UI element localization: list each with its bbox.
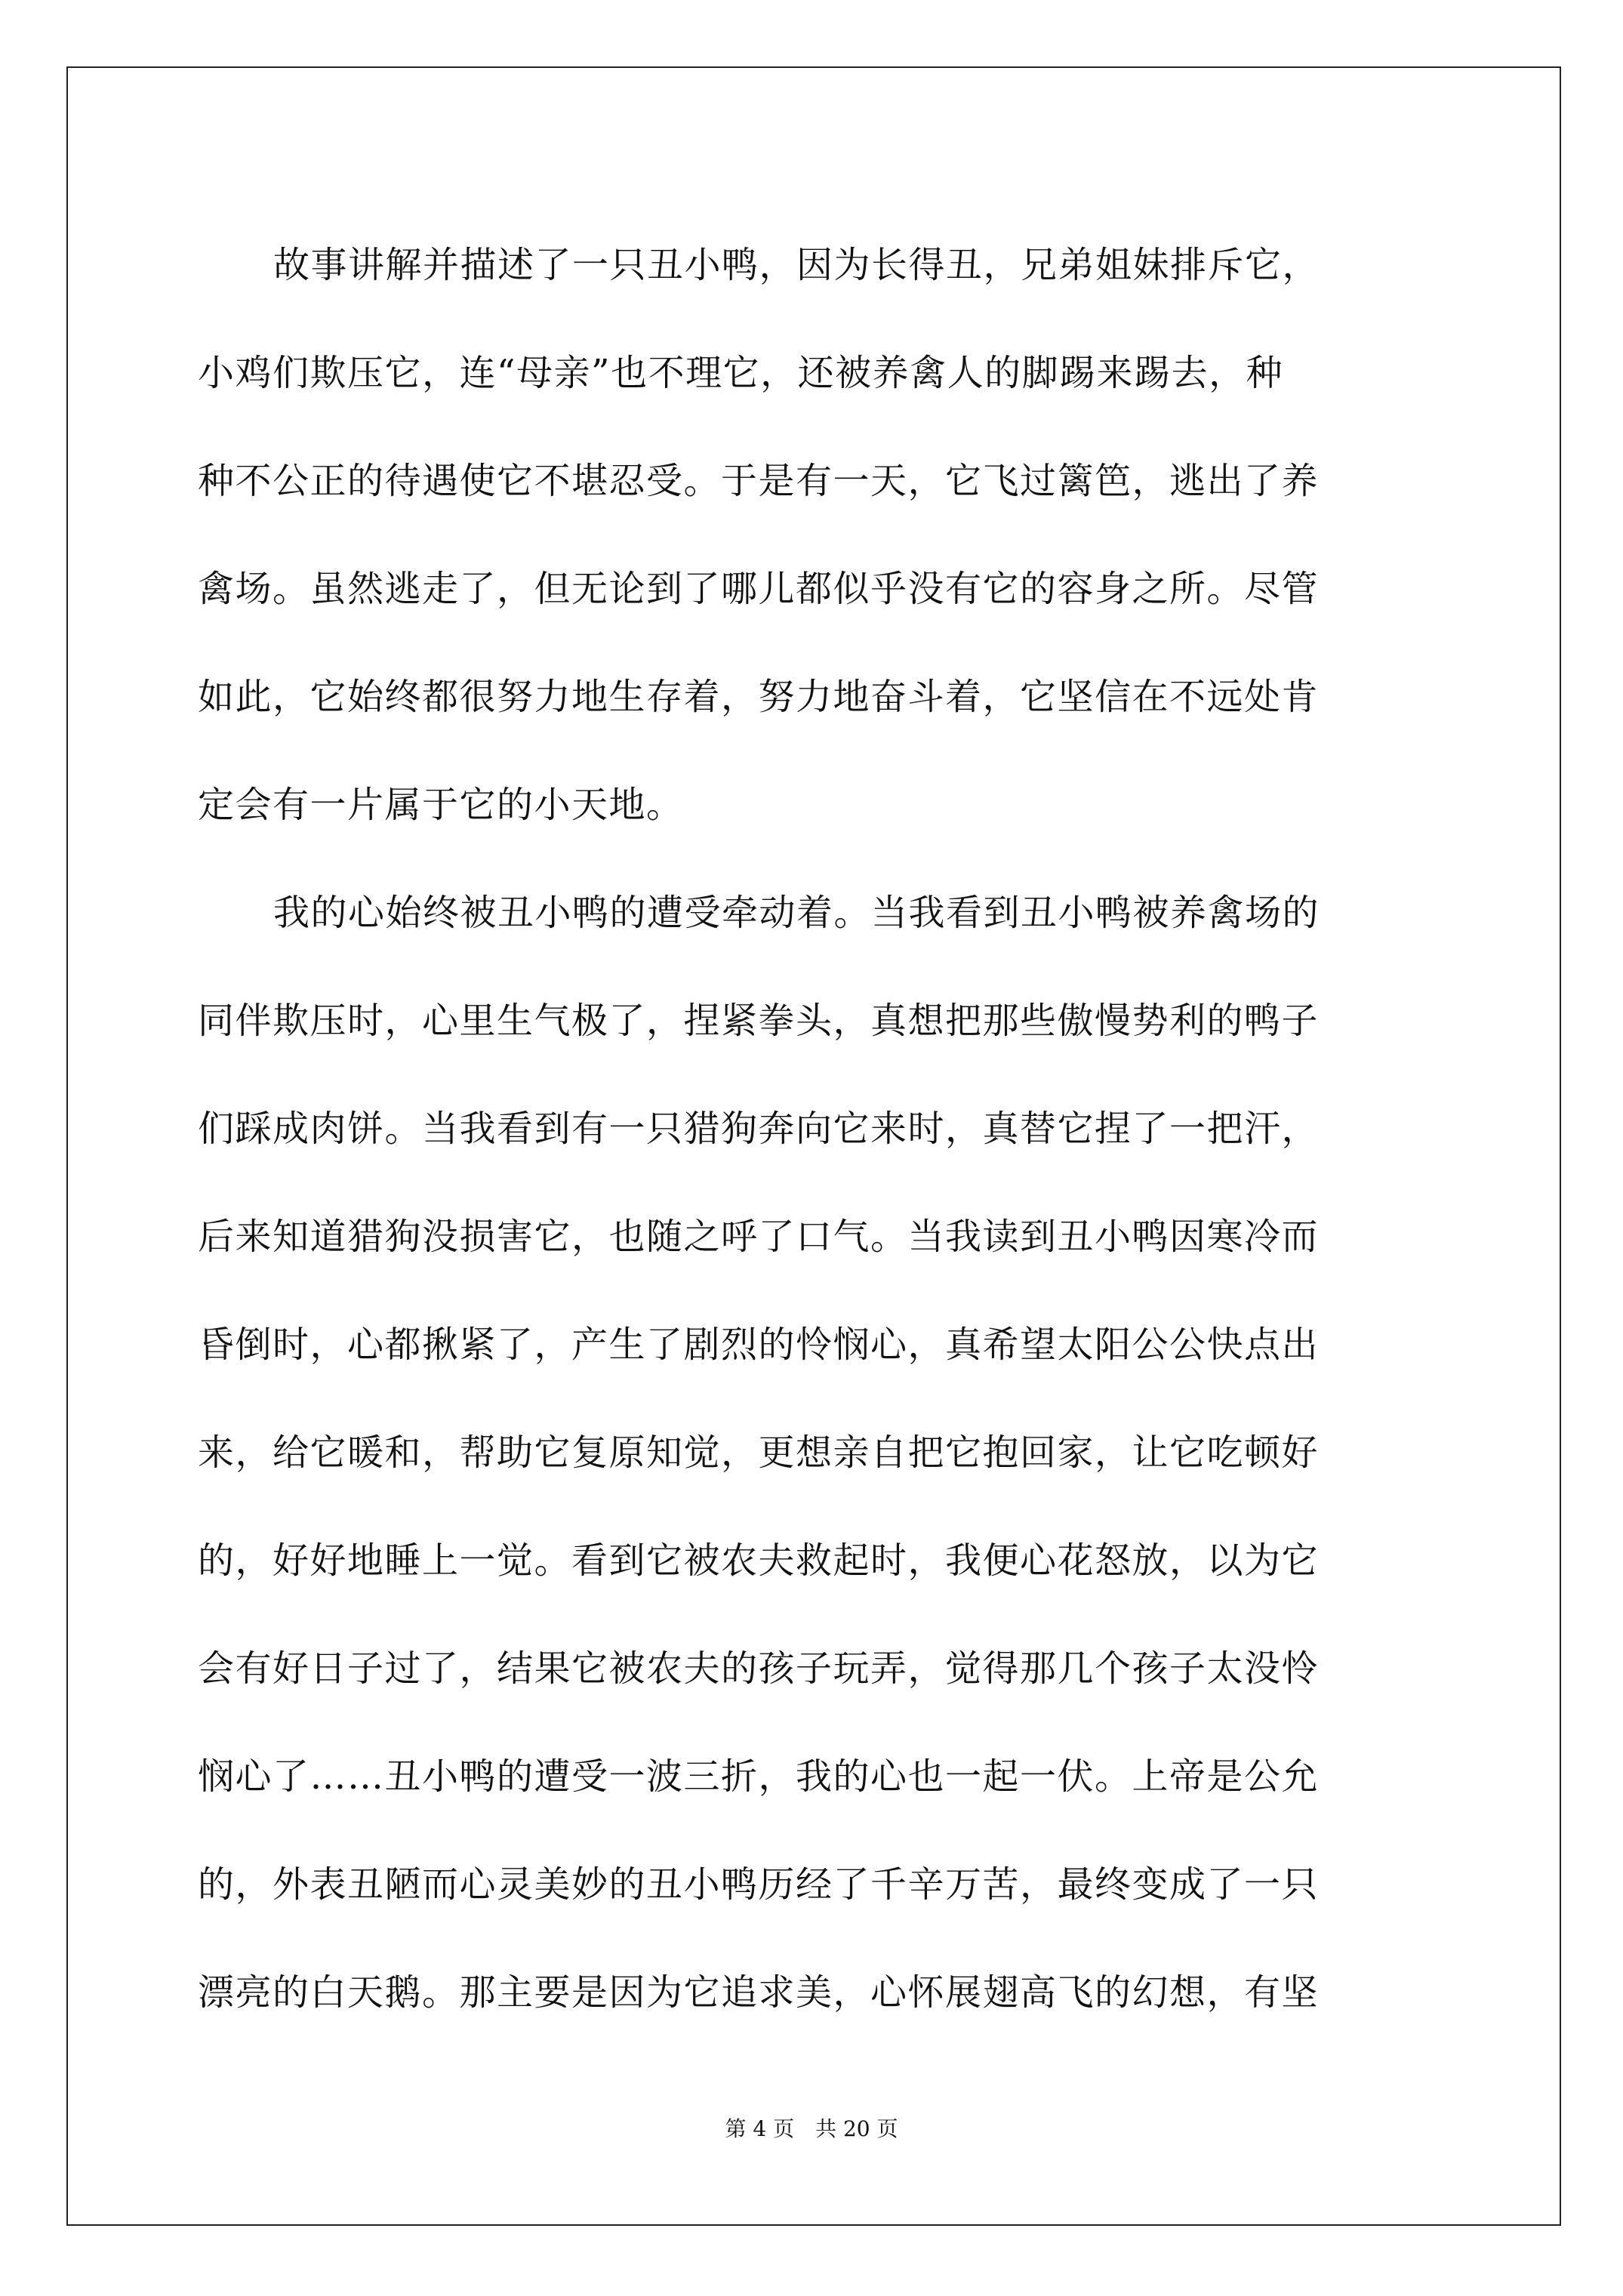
page-number-footer: 第 4 页 共 20 页: [725, 2116, 898, 2141]
document-body: [198, 211, 1436, 2047]
paragraph-2-line-10: 的，外表丑陋而心灵美妙的丑小鸭历经了千辛万苦，最终变成了一只: [198, 1863, 1320, 1906]
paragraph-2-line-4: 后来知道猎狗没损害它，也随之呼了口气。当我读到丑小鸭因寒冷而: [198, 1216, 1320, 1258]
paragraph-2-line-8: 会有好日子过了，结果它被农夫的孩子玩弄，觉得那几个孩子太没怜: [198, 1647, 1320, 1690]
paragraph-2-line-11: 漂亮的白天鹅。那主要是因为它追求美，心怀展翅高飞的幻想，有坚: [198, 1971, 1320, 2014]
paragraph-1-line-4: 禽场。虽然逃走了，但无论到了哪儿都似乎没有它的容身之所。尽管: [198, 568, 1320, 610]
paragraph-1-line-5: 如此，它始终都很努力地生存着，努力地奋斗着，它坚信在不远处肯: [198, 676, 1320, 718]
paragraph-2-line-7: 的，好好地睡上一觉。看到它被农夫救起时，我便心花怒放，以为它: [198, 1539, 1320, 1582]
paragraph-2-line-2: 同伴欺压时，心里生气极了，捏紧拳头，真想把那些傲慢势利的鸭子: [198, 1000, 1320, 1042]
paragraph-2-line-6: 来，给它暖和，帮助它复原知觉，更想亲自把它抱回家，让它吃顿好: [198, 1432, 1320, 1474]
paragraph-1-line-1: 故事讲解并描述了一只丑小鸭，因为长得丑，兄弟姐妹排斥它，: [273, 244, 1320, 286]
paragraph-1-line-6: 定会有一片属于它的小天地。: [198, 784, 684, 826]
paragraph-2-line-1: 我的心始终被丑小鸭的遭受牵动着。当我看到丑小鸭被养禽场的: [273, 892, 1320, 934]
paragraph-2-line-9: 悯心了……丑小鸭的遭受一波三折，我的心也一起一伏。上帝是公允: [198, 1755, 1320, 1798]
paragraph-1-line-2: 小鸡们欺压它，连“母亲”也不理它，还被养禽人的脚踢来踢去，种: [198, 352, 1284, 394]
paragraph-2-line-3: 们踩成肉饼。当我看到有一只猎狗奔向它来时，真替它捏了一把汗，: [198, 1108, 1320, 1150]
paragraph-1-line-3: 种不公正的待遇使它不堪忍受。于是有一天，它飞过篱笆，逃出了养: [198, 460, 1320, 502]
paragraph-2-line-5: 昏倒时，心都揪紧了，产生了剧烈的怜悯心，真希望太阳公公快点出: [198, 1324, 1320, 1366]
